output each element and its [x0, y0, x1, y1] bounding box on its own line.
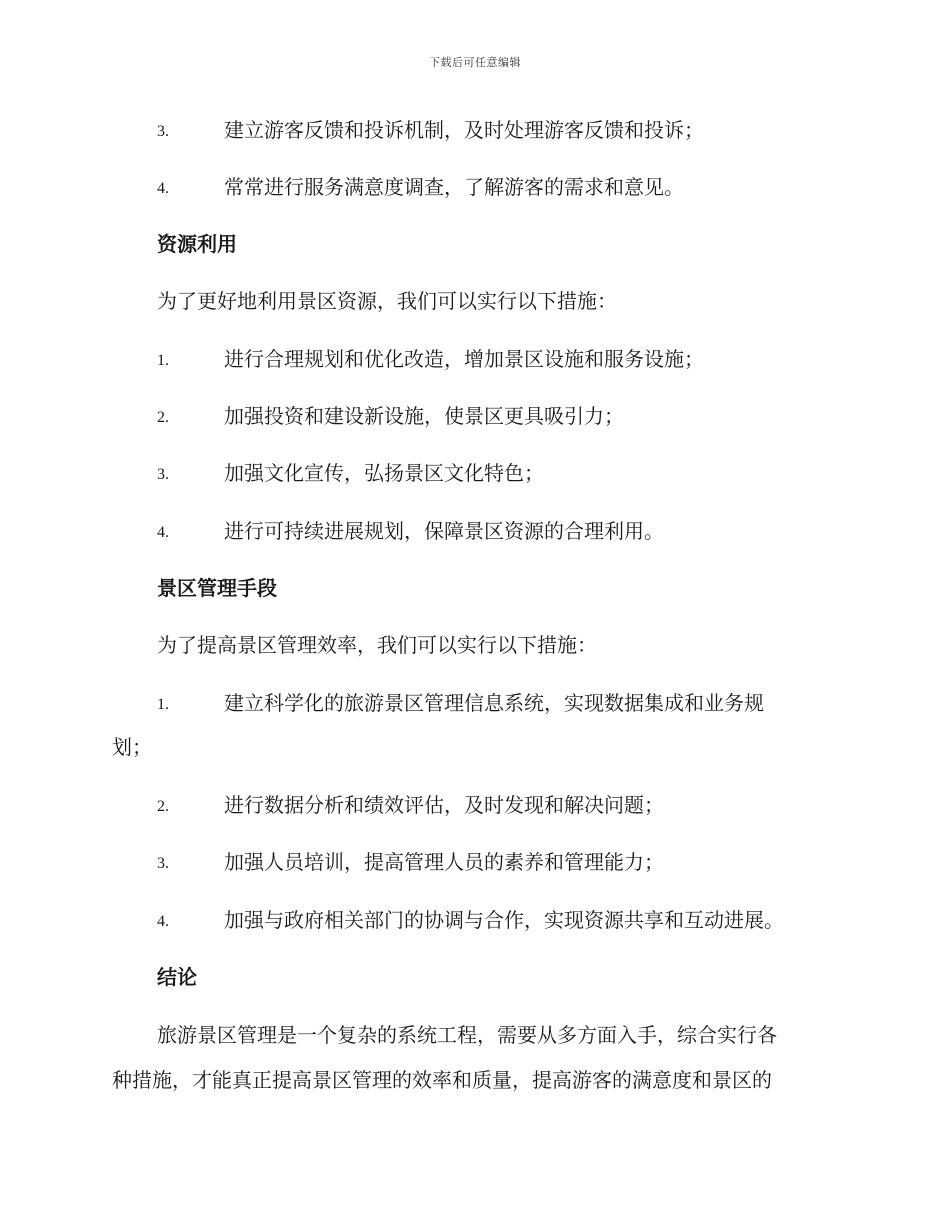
section-heading-conclusion: 结论 [157, 965, 197, 989]
list-text: 进行合理规划和优化改造，增加景区设施和服务设施； [224, 347, 704, 371]
list-number: 3. [157, 855, 169, 872]
list-text: 加强投资和建设新设施，使景区更具吸引力； [224, 404, 624, 428]
section-intro: 为了更好地利用景区资源，我们可以实行以下措施： [157, 289, 617, 313]
list-text-continuation: 划； [112, 735, 152, 759]
list-number: 4. [157, 180, 169, 197]
list-number: 2. [157, 798, 169, 815]
conclusion-line: 种措施，才能真正提高景区管理的效率和质量，提高游客的满意度和景区的 [112, 1068, 772, 1092]
list-text: 常常进行服务满意度调查，了解游客的需求和意见。 [224, 175, 684, 199]
list-number: 4. [157, 913, 169, 930]
list-text: 建立游客反馈和投诉机制，及时处理游客反馈和投诉； [224, 118, 704, 142]
list-text: 进行可持续进展规划，保障景区资源的合理利用。 [224, 519, 664, 543]
list-text: 加强人员培训，提高管理人员的素养和管理能力； [224, 850, 664, 874]
section-intro: 为了提高景区管理效率，我们可以实行以下措施： [157, 633, 597, 657]
list-text: 加强与政府相关部门的协调与合作，实现资源共享和互动进展。 [224, 908, 784, 932]
list-number: 3. [157, 123, 169, 140]
list-number: 3. [157, 466, 169, 483]
list-number: 2. [157, 409, 169, 426]
conclusion-line: 旅游景区管理是一个复杂的系统工程，需要从多方面入手，综合实行各 [157, 1023, 777, 1047]
page-header: 下载后可任意编辑 [429, 56, 521, 69]
list-text: 建立科学化的旅游景区管理信息系统，实现数据集成和业务规 [224, 691, 764, 715]
list-text: 加强文化宣传，弘扬景区文化特色； [224, 461, 544, 485]
list-text: 进行数据分析和绩效评估，及时发现和解决问题； [224, 793, 664, 817]
section-heading-resource: 资源利用 [157, 232, 237, 256]
list-number: 1. [157, 696, 169, 713]
list-number: 1. [157, 352, 169, 369]
section-heading-management: 景区管理手段 [157, 576, 277, 600]
list-number: 4. [157, 524, 169, 541]
